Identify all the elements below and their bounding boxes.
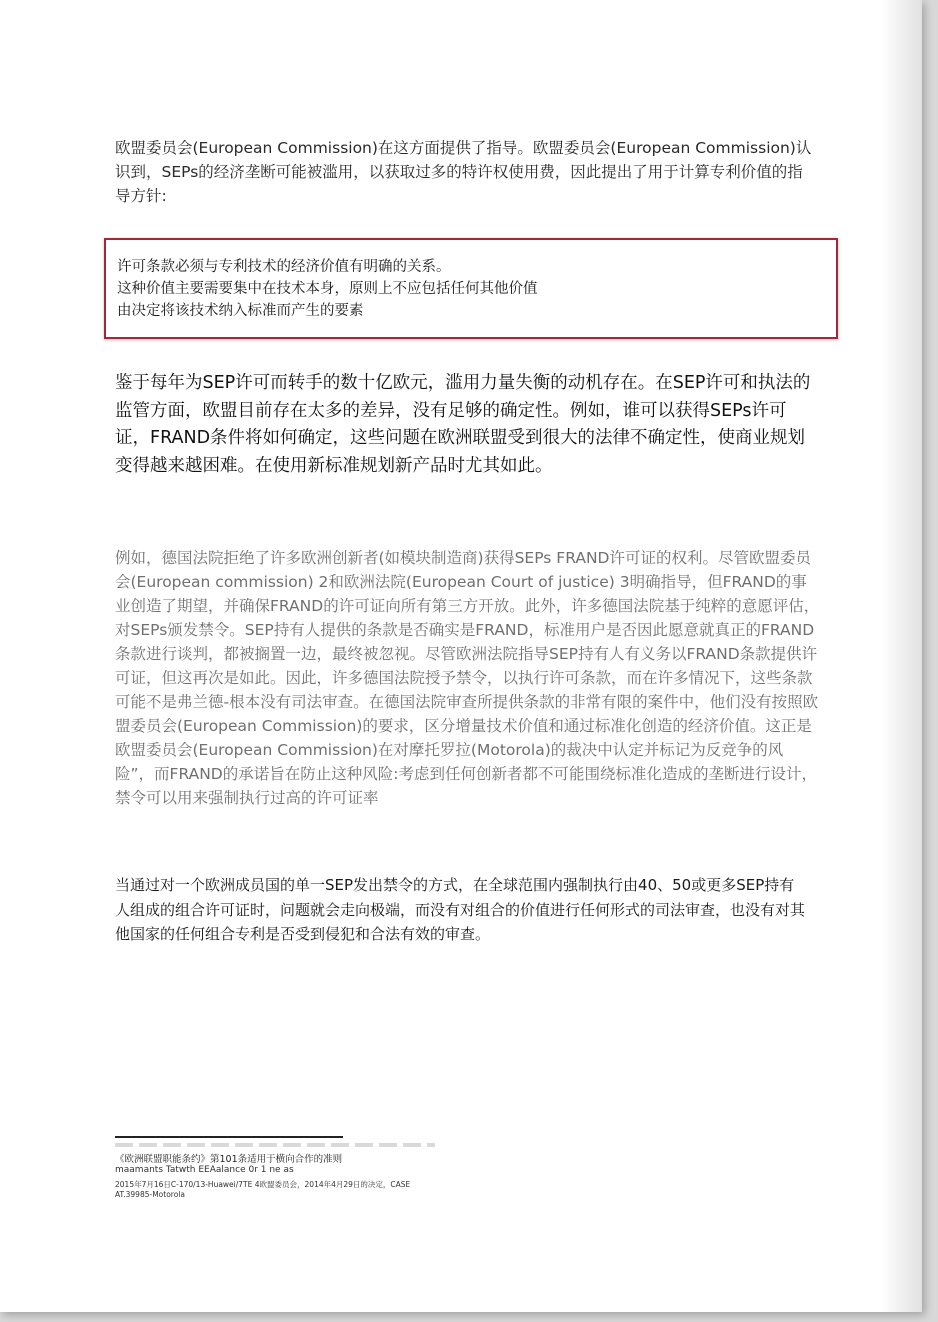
footnote-divider [115, 1136, 343, 1138]
highlighted-quote-box [104, 238, 838, 339]
quote-line-1: 许可条款必须与专利技术的经济价值有明确的关系。 [117, 259, 451, 275]
footnote-2: maamants Tatwth EEAalance 0r 1 ne as [115, 1165, 294, 1175]
bold-paragraph: 鉴于每年为SEP许可而转手的数十亿欧元，滥用力量失衡的动机存在。在SEP许可和执法的监管方面，欧盟目前存在太多的差异，没有足够的确定性。例如，谁可以获得SEPs许可证，FRAND条件将如何确定，这些问题在欧洲联盟受到很大的法律不确定性，使商业规划变得越来越困难。在使用新标准规划新产品时尤其如此。 [115, 373, 811, 476]
quote-text [117, 256, 817, 322]
page-edge-shadow [882, 0, 922, 1312]
footnote-3: 2015年7月16日C-170/13-Huawei/7TE 4欧盟委员会，2014年4月29日的决定，CASE [115, 1180, 411, 1189]
footnote-faded-line [115, 1143, 435, 1147]
quote-line-2: 这种价值主要需要集中在技术本身，原则上不应包括任何其他价值 [117, 281, 538, 297]
grey-paragraph: 例如，德国法院拒绝了许多欧洲创新者(如模块制造商)获得SEPs FRAND许可证的权利。尽管欧盟委员会(European commission) 2和欧洲法院(European Court of justice) 3明确指导，但FRAND的事业创造了期望，并确保FRAND的许可证向所有第三方开放。此外，许多德国法院基于纯粹的意愿评估，对SEPs颁发禁令。SEP持有人提供的条款是否确实是FRAND，标准用户是否因此愿意就真正的FRAND条款进行谈判，都被搁置一边，最终被忽视。尽管欧洲法院指导SEP持有人有义务以FRAND条款提供许可证，但这再次是如此。因此，许多德国法院授予禁令，以执行许可条款，而在许多情况下，这些条款可能不是弗兰德-根本没有司法审查。在德国法院审查所提供条款的非常有限的案件中，他们没有按照欧盟委员会(European Commission)的要求，区分增量技术价值和通过标准化创造的经济价值。这正是欧盟委员会(European Commission)在对摩托罗拉(Motorola)的裁决中认定并标记为反竞争的风险”，而FRAND的承诺旨在防止这种风险:考虑到任何创新者都不可能围绕标准化造成的垄断进行设计，禁令可以用来强制执行过高的许可证率 [115, 549, 820, 807]
footnote-1: 《欧洲联盟职能条约》第101条适用于横向合作的准则 [115, 1154, 343, 1165]
quote-line-3: 由决定将该技术纳入标准而产生的要素 [117, 303, 364, 319]
footnote-4: AT.39985-Motorola [115, 1190, 185, 1199]
intro-paragraph: 欧盟委员会(European Commission)在这方面提供了指导。欧盟委员会(European Commission)认识到，SEPs的经济垄断可能被滥用，以获取过多的特许权使用费，因此提出了用于计算专利价值的指导方针: [115, 139, 812, 205]
final-paragraph: 当通过对一个欧洲成员国的单一SEP发出禁令的方式，在全球范围内强制执行由40、50或更多SEP持有人组成的组合许可证时，问题就会走向极端，而没有对组合的价值进行任何形式的司法审查，也没有对其他国家的任何组合专利是否受到侵犯和合法有效的审查。 [115, 876, 806, 943]
